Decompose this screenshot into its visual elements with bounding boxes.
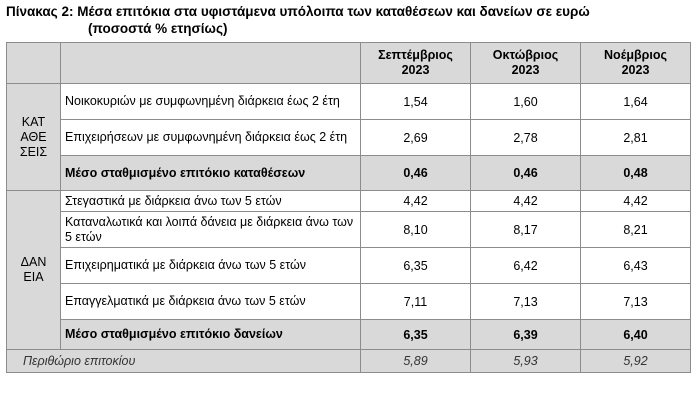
row-label: Μέσο σταθμισμένο επιτόκιο δανείων [61, 320, 361, 350]
column-header-october: Οκτώβριος 2023 [471, 43, 581, 84]
table-row [7, 248, 691, 284]
table-row [7, 191, 691, 212]
deposits-group-label: ΚΑΤ ΑΘΕ ΣΕΙΣ [7, 84, 61, 191]
column-header-november: Νοέμβριος 2023 [581, 43, 691, 84]
cell-value: 0,48 [581, 156, 691, 191]
row-label: Στεγαστικά με διάρκεια άνω των 5 ετών [61, 191, 361, 212]
cell-value: 5,93 [471, 350, 581, 373]
cell-value: 2,78 [471, 120, 581, 156]
cell-value: 1,60 [471, 84, 581, 120]
margin-row [7, 350, 691, 373]
cell-value: 4,42 [581, 191, 691, 212]
loans-group-label: ΔΑΝ ΕΙΑ [7, 191, 61, 350]
cell-value: 2,81 [581, 120, 691, 156]
loans-average-row [7, 320, 691, 350]
cell-value: 6,42 [471, 248, 581, 284]
table-row [7, 284, 691, 320]
deposits-average-row [7, 156, 691, 191]
row-label: Μέσο σταθμισμένο επιτόκιο καταθέσεων [61, 156, 361, 191]
cell-value: 6,35 [361, 248, 471, 284]
cell-value: 6,43 [581, 248, 691, 284]
cell-value: 7,13 [471, 284, 581, 320]
cell-value: 2,69 [361, 120, 471, 156]
margin-label: Περιθώριο επιτοκίου [7, 350, 361, 373]
title-line-2: (ποσοστά % ετησίως) [88, 21, 228, 36]
cell-value: 5,89 [361, 350, 471, 373]
title-line-1: Πίνακας 2: Μέσα επιτόκια στα υφιστάμενα υπόλοιπα των καταθέσεων και δανείων σε ευρώ [6, 4, 590, 19]
cell-value: 8,10 [361, 212, 471, 248]
cell-value: 6,35 [361, 320, 471, 350]
cell-value: 6,39 [471, 320, 581, 350]
column-header-september: Σεπτέμβριος 2023 [361, 43, 471, 84]
cell-value: 8,21 [581, 212, 691, 248]
row-label: Επιχειρηματικά με διάρκεια άνω των 5 ετών [61, 248, 361, 284]
cell-value: 1,64 [581, 84, 691, 120]
row-label: Επιχειρήσεων με συμφωνημένη διάρκεια έως 2 έτη [61, 120, 361, 156]
cell-value: 7,13 [581, 284, 691, 320]
cell-value: 5,92 [581, 350, 691, 373]
row-label: Νοικοκυριών με συμφωνημένη διάρκεια έως 2 έτη [61, 84, 361, 120]
cell-value: 7,11 [361, 284, 471, 320]
cell-value: 6,40 [581, 320, 691, 350]
cell-value: 8,17 [471, 212, 581, 248]
cell-value: 4,42 [361, 191, 471, 212]
cell-value: 0,46 [361, 156, 471, 191]
header-blank-label [61, 43, 361, 84]
table-row [7, 120, 691, 156]
header-row [7, 43, 691, 84]
interest-rates-table [6, 42, 691, 373]
row-label: Επαγγελματικά με διάρκεια άνω των 5 ετών [61, 284, 361, 320]
row-label: Καταναλωτικά και λοιπά δάνεια με διάρκεια άνω των 5 ετών [61, 212, 361, 248]
cell-value: 1,54 [361, 84, 471, 120]
cell-value: 4,42 [471, 191, 581, 212]
table-title [6, 3, 686, 37]
header-blank-group [7, 43, 61, 84]
table-row [7, 84, 691, 120]
table-row [7, 212, 691, 248]
cell-value: 0,46 [471, 156, 581, 191]
